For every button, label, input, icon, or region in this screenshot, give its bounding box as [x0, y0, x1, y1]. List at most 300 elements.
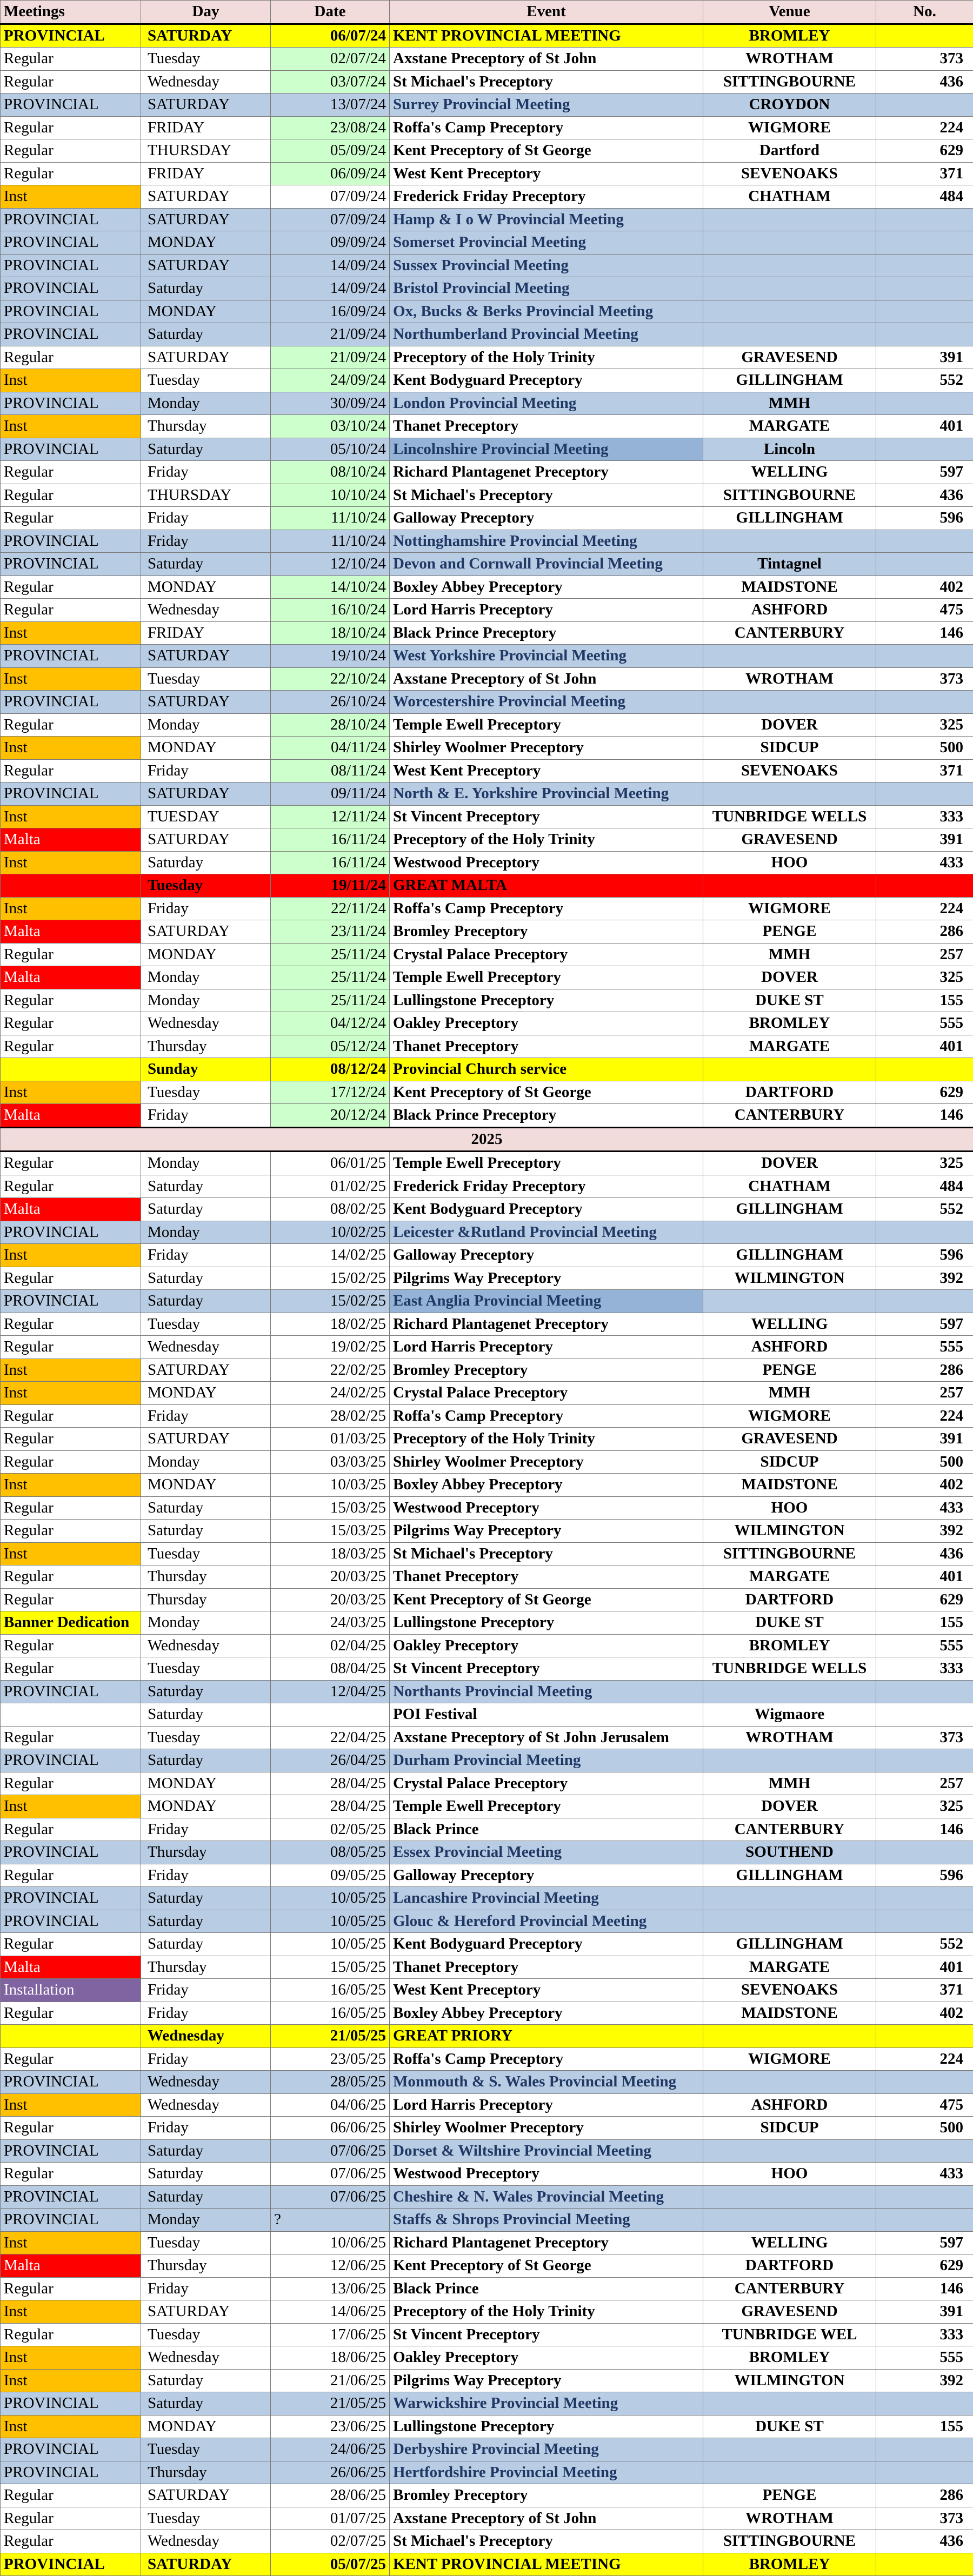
- meeting-type-cell: Regular: [1, 1267, 141, 1290]
- date-cell: 20/03/25: [271, 1565, 390, 1589]
- venue-cell: SITTINGBOURNE: [703, 1542, 876, 1565]
- date-cell: 16/11/24: [271, 851, 390, 874]
- number-cell: 391: [876, 346, 973, 369]
- date-cell: 14/09/24: [271, 277, 390, 300]
- meeting-type-cell: PROVINCIAL: [1, 2461, 141, 2484]
- number-cell: 371: [876, 1979, 973, 2002]
- meeting-type-cell: Inst: [1, 805, 141, 828]
- day-cell: SATURDAY: [141, 2300, 271, 2324]
- day-cell: Wednesday: [141, 1336, 271, 1359]
- meeting-type-cell: PROVINCIAL: [1, 2392, 141, 2416]
- meeting-type-cell: Regular: [1, 1035, 141, 1058]
- day-cell: Wednesday: [141, 599, 271, 622]
- table-row: [1, 1657, 973, 1681]
- day-cell: Tuesday: [141, 1657, 271, 1681]
- number-cell: 224: [876, 897, 973, 920]
- date-cell: 08/10/24: [271, 461, 390, 484]
- day-cell: MONDAY: [141, 943, 271, 966]
- number-cell: 484: [876, 185, 973, 209]
- venue-cell: SOUTHEND: [703, 1841, 876, 1864]
- venue-cell: [703, 691, 876, 714]
- meeting-type-cell: Regular: [1, 461, 141, 484]
- date-cell: 09/11/24: [271, 782, 390, 806]
- date-cell: 19/10/24: [271, 645, 390, 668]
- table-row: [1, 1313, 973, 1336]
- number-cell: 629: [876, 1588, 973, 1611]
- date-cell: 19/02/25: [271, 1336, 390, 1359]
- meeting-type-cell: Regular: [1, 2048, 141, 2071]
- event-cell: Derbyshire Provincial Meeting: [390, 2438, 703, 2461]
- event-cell: Westwood Preceptory: [390, 1496, 703, 1520]
- number-cell: 333: [876, 1657, 973, 1681]
- event-cell: Lullingstone Preceptory: [390, 1611, 703, 1635]
- event-cell: Galloway Preceptory: [390, 507, 703, 530]
- number-cell: [876, 1910, 973, 1933]
- table-row: [1, 323, 973, 346]
- table-row: [1, 1726, 973, 1749]
- number-cell: 401: [876, 1035, 973, 1058]
- venue-cell: [703, 530, 876, 553]
- event-cell: Warwickshire Provincial Meeting: [390, 2392, 703, 2416]
- table-row: [1, 851, 973, 874]
- date-cell: 01/03/25: [271, 1428, 390, 1451]
- venue-cell: PENGE: [703, 1359, 876, 1382]
- meeting-type-cell: Regular: [1, 1152, 141, 1175]
- event-cell: Monmouth & S. Wales Provincial Meeting: [390, 2071, 703, 2094]
- date-cell: 24/06/25: [271, 2438, 390, 2461]
- venue-cell: MAIDSTONE: [703, 576, 876, 599]
- event-cell: Temple Ewell Preceptory: [390, 1152, 703, 1175]
- event-cell: Black Prince: [390, 1818, 703, 1841]
- date-cell: 22/10/24: [271, 667, 390, 691]
- number-cell: 596: [876, 1244, 973, 1267]
- date-cell: [271, 1703, 390, 1727]
- venue-cell: [703, 2139, 876, 2163]
- meeting-type-cell: PROVINCIAL: [1, 2185, 141, 2209]
- number-cell: 436: [876, 1542, 973, 1565]
- venue-cell: [703, 1221, 876, 1244]
- event-cell: Hertfordshire Provincial Meeting: [390, 2461, 703, 2484]
- venue-cell: ASHFORD: [703, 1336, 876, 1359]
- date-cell: 04/06/25: [271, 2093, 390, 2117]
- day-cell: Sunday: [141, 1058, 271, 1081]
- number-cell: 597: [876, 1313, 973, 1336]
- day-cell: Wednesday: [141, 2346, 271, 2370]
- number-cell: [876, 1841, 973, 1864]
- day-cell: MONDAY: [141, 737, 271, 760]
- meeting-type-cell: Installation: [1, 1979, 141, 2002]
- table-row: [1, 1221, 973, 1244]
- day-cell: Friday: [141, 759, 271, 782]
- meeting-type-cell: Regular: [1, 1336, 141, 1359]
- day-cell: Saturday: [141, 1290, 271, 1313]
- event-cell: Nottinghamshire Provincial Meeting: [390, 530, 703, 553]
- header-date: Date: [271, 1, 390, 24]
- day-cell: Saturday: [141, 1933, 271, 1956]
- number-cell: 433: [876, 2163, 973, 2186]
- date-cell: 14/10/24: [271, 576, 390, 599]
- event-cell: Boxley Abbey Preceptory: [390, 576, 703, 599]
- number-cell: [876, 691, 973, 714]
- venue-cell: [703, 782, 876, 806]
- table-row: [1, 2048, 973, 2071]
- date-cell: 12/04/25: [271, 1680, 390, 1703]
- venue-cell: DOVER: [703, 1795, 876, 1818]
- event-cell: St Michael's Preceptory: [390, 2530, 703, 2553]
- table-row: [1, 553, 973, 576]
- number-cell: [876, 1680, 973, 1703]
- meeting-type-cell: Inst: [1, 1382, 141, 1405]
- number-cell: 325: [876, 1795, 973, 1818]
- table-row: [1, 277, 973, 300]
- date-cell: 18/02/25: [271, 1313, 390, 1336]
- event-cell: Black Prince Preceptory: [390, 1104, 703, 1128]
- day-cell: Saturday: [141, 2392, 271, 2416]
- date-cell: 24/03/25: [271, 1611, 390, 1635]
- date-cell: 16/05/25: [271, 2002, 390, 2025]
- meeting-type-cell: Regular: [1, 48, 141, 71]
- number-cell: [876, 1703, 973, 1727]
- day-cell: Wednesday: [141, 2071, 271, 2094]
- day-cell: Wednesday: [141, 2025, 271, 2048]
- meeting-type-cell: Regular: [1, 1313, 141, 1336]
- table-row: [1, 1611, 973, 1635]
- meeting-type-cell: Malta: [1, 1104, 141, 1128]
- venue-cell: SIDCUP: [703, 2117, 876, 2140]
- day-cell: SATURDAY: [141, 645, 271, 668]
- event-cell: Lincolnshire Provincial Meeting: [390, 438, 703, 461]
- table-row: [1, 782, 973, 806]
- day-cell: Monday: [141, 1611, 271, 1635]
- meeting-type-cell: Regular: [1, 1933, 141, 1956]
- meeting-type-cell: Inst: [1, 2093, 141, 2117]
- number-cell: 155: [876, 2415, 973, 2438]
- event-cell: Lord Harris Preceptory: [390, 599, 703, 622]
- number-cell: 596: [876, 507, 973, 530]
- date-cell: 09/09/24: [271, 231, 390, 255]
- venue-cell: Dartford: [703, 139, 876, 163]
- number-cell: 552: [876, 1198, 973, 1221]
- day-cell: SATURDAY: [141, 185, 271, 209]
- number-cell: [876, 530, 973, 553]
- date-cell: 26/06/25: [271, 2461, 390, 2484]
- day-cell: Thursday: [141, 1588, 271, 1611]
- date-cell: 10/02/25: [271, 1221, 390, 1244]
- venue-cell: GILLINGHAM: [703, 1933, 876, 1956]
- venue-cell: WIGMORE: [703, 897, 876, 920]
- table-row: [1, 2277, 973, 2300]
- number-cell: 146: [876, 621, 973, 645]
- event-cell: Crystal Palace Preceptory: [390, 1772, 703, 1795]
- number-cell: 155: [876, 989, 973, 1012]
- header-venue: Venue: [703, 1, 876, 24]
- venue-cell: SIDCUP: [703, 1450, 876, 1474]
- meeting-type-cell: Inst: [1, 737, 141, 760]
- table-row: [1, 2254, 973, 2278]
- table-row: [1, 346, 973, 369]
- meeting-type-cell: PROVINCIAL: [1, 254, 141, 277]
- date-cell: 07/06/25: [271, 2139, 390, 2163]
- day-cell: Thursday: [141, 2461, 271, 2484]
- venue-cell: WIGMORE: [703, 116, 876, 139]
- meeting-type-cell: Inst: [1, 185, 141, 209]
- venue-cell: CANTERBURY: [703, 1104, 876, 1128]
- event-cell: Roffa's Camp Preceptory: [390, 1404, 703, 1428]
- event-cell: Bromley Preceptory: [390, 2484, 703, 2507]
- day-cell: Friday: [141, 461, 271, 484]
- number-cell: [876, 300, 973, 323]
- event-cell: Galloway Preceptory: [390, 1244, 703, 1267]
- date-cell: 06/07/24: [271, 24, 390, 48]
- meeting-type-cell: Inst: [1, 2300, 141, 2324]
- date-cell: 13/06/25: [271, 2277, 390, 2300]
- day-cell: Wednesday: [141, 1634, 271, 1657]
- number-cell: 257: [876, 1382, 973, 1405]
- table-row: [1, 1588, 973, 1611]
- number-cell: [876, 782, 973, 806]
- day-cell: SATURDAY: [141, 1428, 271, 1451]
- year-divider-row: [1, 1127, 973, 1152]
- event-cell: Axstane Preceptory of St John: [390, 48, 703, 71]
- venue-cell: WELLING: [703, 1313, 876, 1336]
- date-cell: 07/09/24: [271, 208, 390, 231]
- event-cell: GREAT PRIORY: [390, 2025, 703, 2048]
- date-cell: 05/12/24: [271, 1035, 390, 1058]
- date-cell: 20/03/25: [271, 1588, 390, 1611]
- venue-cell: [703, 1680, 876, 1703]
- day-cell: Tuesday: [141, 1726, 271, 1749]
- table-row: [1, 162, 973, 185]
- day-cell: Thursday: [141, 1565, 271, 1589]
- day-cell: Wednesday: [141, 1012, 271, 1035]
- venue-cell: BROMLEY: [703, 1634, 876, 1657]
- event-cell: Essex Provincial Meeting: [390, 1841, 703, 1864]
- table-row: [1, 24, 973, 48]
- number-cell: 146: [876, 2277, 973, 2300]
- day-cell: Saturday: [141, 1910, 271, 1933]
- venue-cell: MMH: [703, 1382, 876, 1405]
- meeting-type-cell: [1, 874, 141, 898]
- day-cell: Monday: [141, 966, 271, 989]
- venue-cell: BROMLEY: [703, 1012, 876, 1035]
- venue-cell: [703, 2209, 876, 2232]
- table-row: [1, 759, 973, 782]
- table-row: [1, 1542, 973, 1565]
- number-cell: 257: [876, 1772, 973, 1795]
- date-cell: 03/10/24: [271, 415, 390, 438]
- date-cell: 15/03/25: [271, 1520, 390, 1543]
- number-cell: 325: [876, 1152, 973, 1175]
- day-cell: Monday: [141, 1221, 271, 1244]
- meeting-type-cell: Regular: [1, 507, 141, 530]
- meeting-type-cell: Inst: [1, 2369, 141, 2392]
- table-row: [1, 438, 973, 461]
- date-cell: 21/06/25: [271, 2369, 390, 2392]
- day-cell: Monday: [141, 713, 271, 737]
- number-cell: [876, 277, 973, 300]
- header-event: Event: [390, 1, 703, 24]
- table-row: [1, 2209, 973, 2232]
- day-cell: Wednesday: [141, 2530, 271, 2553]
- venue-cell: GRAVESEND: [703, 2300, 876, 2324]
- header-row: [1, 1, 973, 24]
- date-cell: 02/07/25: [271, 2530, 390, 2553]
- day-cell: Friday: [141, 1404, 271, 1428]
- venue-cell: [703, 277, 876, 300]
- date-cell: 24/02/25: [271, 1382, 390, 1405]
- day-cell: MONDAY: [141, 300, 271, 323]
- venue-cell: WILMINGTON: [703, 1520, 876, 1543]
- table-row: [1, 116, 973, 139]
- venue-cell: [703, 1887, 876, 1910]
- meeting-type-cell: PROVINCIAL: [1, 691, 141, 714]
- venue-cell: DUKE ST: [703, 989, 876, 1012]
- venue-cell: HOO: [703, 851, 876, 874]
- event-cell: Preceptory of the Holy Trinity: [390, 2300, 703, 2324]
- event-cell: Shirley Woolmer Preceptory: [390, 737, 703, 760]
- event-cell: Oakley Preceptory: [390, 2346, 703, 2370]
- date-cell: 15/03/25: [271, 1496, 390, 1520]
- table-row: [1, 1152, 973, 1175]
- number-cell: [876, 553, 973, 576]
- day-cell: Tuesday: [141, 1081, 271, 1104]
- day-cell: Saturday: [141, 2163, 271, 2186]
- date-cell: 20/12/24: [271, 1104, 390, 1128]
- meeting-type-cell: Inst: [1, 897, 141, 920]
- number-cell: 436: [876, 70, 973, 93]
- meeting-type-cell: Regular: [1, 2163, 141, 2186]
- event-cell: Crystal Palace Preceptory: [390, 943, 703, 966]
- meeting-type-cell: Regular: [1, 943, 141, 966]
- meeting-type-cell: PROVINCIAL: [1, 300, 141, 323]
- day-cell: Saturday: [141, 277, 271, 300]
- day-cell: SATURDAY: [141, 208, 271, 231]
- event-cell: St Michael's Preceptory: [390, 484, 703, 507]
- table-row: [1, 989, 973, 1012]
- event-cell: Kent Bodyguard Preceptory: [390, 1198, 703, 1221]
- day-cell: SATURDAY: [141, 24, 271, 48]
- table-row: [1, 828, 973, 852]
- venue-cell: WELLING: [703, 2231, 876, 2254]
- day-cell: Tuesday: [141, 874, 271, 898]
- meeting-type-cell: Regular: [1, 1175, 141, 1198]
- date-cell: 15/05/25: [271, 1956, 390, 1979]
- venue-cell: WIGMORE: [703, 1404, 876, 1428]
- venue-cell: [703, 231, 876, 255]
- date-cell: 10/03/25: [271, 1474, 390, 1497]
- event-cell: West Yorkshire Provincial Meeting: [390, 645, 703, 668]
- number-cell: 146: [876, 1818, 973, 1841]
- day-cell: SATURDAY: [141, 828, 271, 852]
- meeting-type-cell: PROVINCIAL: [1, 323, 141, 346]
- venue-cell: WROTHAM: [703, 2507, 876, 2530]
- date-cell: 18/06/25: [271, 2346, 390, 2370]
- event-cell: Frederick Friday Preceptory: [390, 185, 703, 209]
- event-cell: Roffa's Camp Preceptory: [390, 897, 703, 920]
- meeting-type-cell: Regular: [1, 599, 141, 622]
- meeting-type-cell: [1, 2025, 141, 2048]
- table-row: [1, 2025, 973, 2048]
- table-row: [1, 70, 973, 93]
- table-row: [1, 2461, 973, 2484]
- day-cell: MONDAY: [141, 1474, 271, 1497]
- day-cell: Saturday: [141, 2139, 271, 2163]
- number-cell: 371: [876, 759, 973, 782]
- table-row: [1, 2553, 973, 2576]
- number-cell: 401: [876, 1565, 973, 1589]
- date-cell: 28/02/25: [271, 1404, 390, 1428]
- table-row: [1, 920, 973, 944]
- event-cell: Kent Preceptory of St George: [390, 1588, 703, 1611]
- date-cell: 21/09/24: [271, 346, 390, 369]
- number-cell: [876, 231, 973, 255]
- number-cell: [876, 254, 973, 277]
- day-cell: Friday: [141, 897, 271, 920]
- venue-cell: Lincoln: [703, 438, 876, 461]
- meeting-type-cell: Regular: [1, 1428, 141, 1451]
- event-cell: Lord Harris Preceptory: [390, 1336, 703, 1359]
- meeting-type-cell: Regular: [1, 484, 141, 507]
- day-cell: Saturday: [141, 1680, 271, 1703]
- number-cell: 475: [876, 2093, 973, 2117]
- day-cell: Friday: [141, 1864, 271, 1887]
- day-cell: SATURDAY: [141, 2553, 271, 2576]
- table-row: [1, 1081, 973, 1104]
- table-row: [1, 1520, 973, 1543]
- number-cell: [876, 2185, 973, 2209]
- venue-cell: MARGATE: [703, 415, 876, 438]
- date-cell: 21/05/25: [271, 2025, 390, 2048]
- date-cell: 11/10/24: [271, 530, 390, 553]
- event-cell: Bromley Preceptory: [390, 1359, 703, 1382]
- venue-cell: BROMLEY: [703, 2346, 876, 2370]
- number-cell: 224: [876, 2048, 973, 2071]
- number-cell: [876, 1221, 973, 1244]
- date-cell: 08/12/24: [271, 1058, 390, 1081]
- date-cell: 01/02/25: [271, 1175, 390, 1198]
- meeting-type-cell: PROVINCIAL: [1, 782, 141, 806]
- venue-cell: ASHFORD: [703, 599, 876, 622]
- date-cell: 14/06/25: [271, 2300, 390, 2324]
- table-row: [1, 1565, 973, 1589]
- number-cell: [876, 24, 973, 48]
- number-cell: [876, 392, 973, 415]
- table-row: [1, 2346, 973, 2370]
- venue-cell: MMH: [703, 943, 876, 966]
- event-cell: East Anglia Provincial Meeting: [390, 1290, 703, 1313]
- meeting-type-cell: Inst: [1, 1359, 141, 1382]
- event-cell: Dorset & Wiltshire Provincial Meeting: [390, 2139, 703, 2163]
- venue-cell: TUNBRIDGE WELLS: [703, 805, 876, 828]
- number-cell: [876, 323, 973, 346]
- venue-cell: SITTINGBOURNE: [703, 484, 876, 507]
- number-cell: 436: [876, 484, 973, 507]
- table-row: [1, 208, 973, 231]
- table-row: [1, 1404, 973, 1428]
- event-cell: Pilgrims Way Preceptory: [390, 1267, 703, 1290]
- meeting-type-cell: Malta: [1, 2254, 141, 2278]
- day-cell: Friday: [141, 530, 271, 553]
- number-cell: [876, 645, 973, 668]
- day-cell: Saturday: [141, 1267, 271, 1290]
- meeting-type-cell: Regular: [1, 1520, 141, 1543]
- day-cell: Tuesday: [141, 2323, 271, 2346]
- event-cell: West Kent Preceptory: [390, 759, 703, 782]
- meeting-type-cell: Regular: [1, 1864, 141, 1887]
- meeting-type-cell: PROVINCIAL: [1, 530, 141, 553]
- event-cell: Crystal Palace Preceptory: [390, 1382, 703, 1405]
- number-cell: [876, 1749, 973, 1772]
